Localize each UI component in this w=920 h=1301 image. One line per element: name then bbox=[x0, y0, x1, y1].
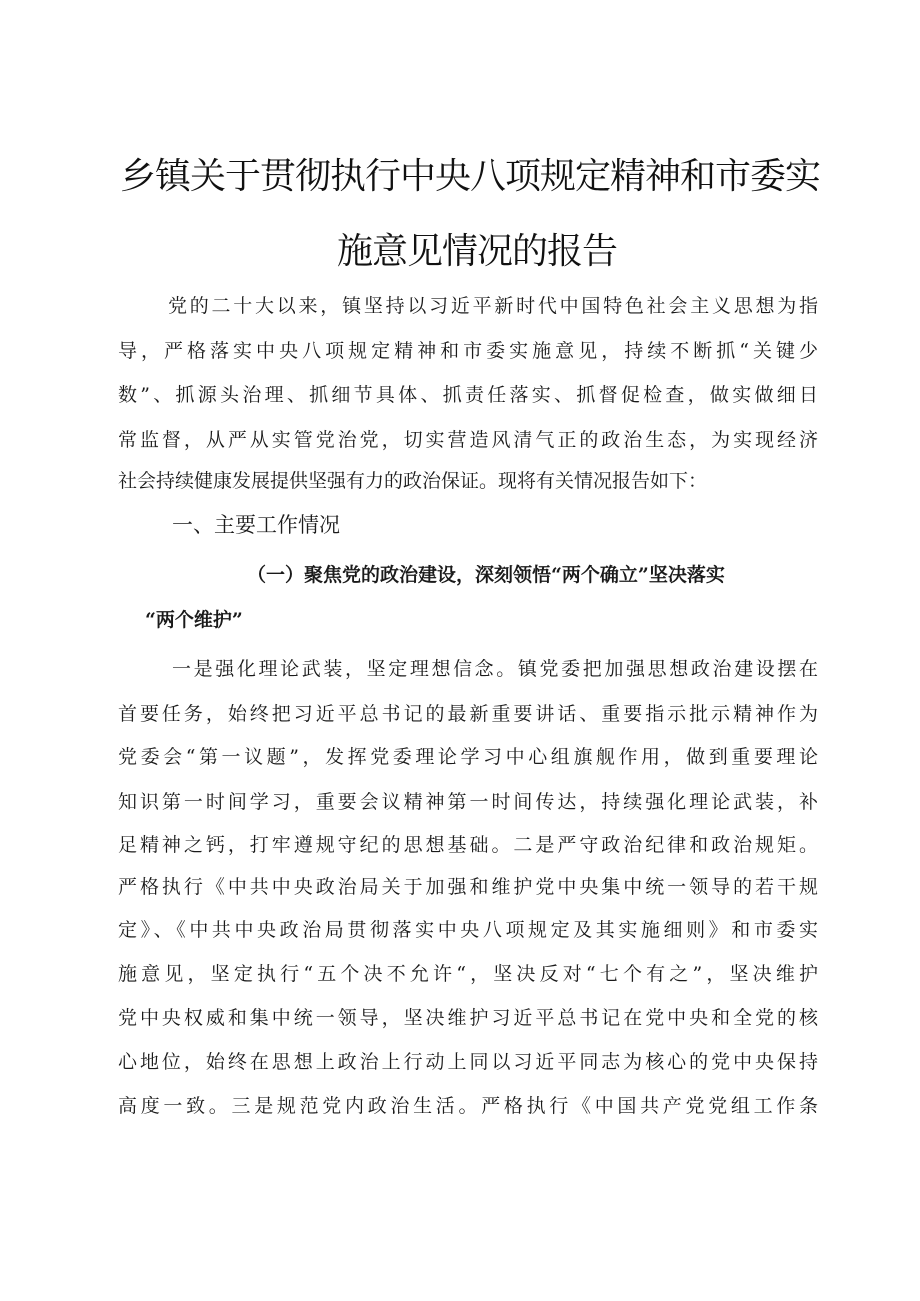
intro-line-4: 常监督，从严从实管党治党，切实营造风清气正的政治生态，为实现经济 bbox=[118, 429, 818, 451]
subsection-heading-line-2: “两个维护” bbox=[145, 609, 243, 631]
intro-line-3: 数”、抓源头治理、抓细节具体、抓责任落实、抓督促检查，做实做细日 bbox=[118, 384, 818, 406]
section-heading: 一、主要工作情况 bbox=[172, 513, 340, 537]
body-line-2: 首要任务，始终把习近平总书记的最新重要讲话、重要指示批示精神作为 bbox=[118, 703, 818, 725]
body-line-7: 定》、《中共中央政治局贯彻落实中央八项规定及其实施细则》和市委实 bbox=[118, 919, 818, 941]
body-line-3: 党委会“第一议题”，发挥党委理论学习中心组旗舰作用，做到重要理论 bbox=[118, 746, 818, 768]
body-line-8: 施意见，坚定执行“五个决不允许“，坚决反对“七个有之”，坚决维护 bbox=[118, 963, 818, 985]
body-line-6: 严格执行《中共中央政治局关于加强和维护党中央集中统一领导的若干规 bbox=[118, 876, 818, 898]
document-title-line-1: 乡镇关于贯彻执行中央八项规定精神和市委实 bbox=[120, 156, 821, 197]
intro-line-5: 社会持续健康发展提供坚强有力的政治保证。现将有关情况报告如下： bbox=[118, 470, 708, 492]
intro-line-1: 党的二十大以来，镇坚持以习近平新时代中国特色社会主义思想为指 bbox=[168, 295, 818, 317]
body-line-9: 党中央权威和集中统一领导，坚决维护习近平总书记在党中央和全党的核 bbox=[118, 1007, 818, 1029]
body-line-5: 足精神之钙，打牢遵规守纪的思想基础。二是严守政治纪律和政治规矩。 bbox=[118, 834, 818, 856]
body-line-4: 知识第一时间学习，重要会议精神第一时间传达，持续强化理论武装，补 bbox=[118, 791, 818, 813]
body-line-10: 心地位，始终在思想上政治上行动上同以习近平同志为核心的党中央保持 bbox=[118, 1051, 818, 1073]
body-line-1: 一是强化理论武装，坚定理想信念。镇党委把加强思想政治建设摆在 bbox=[172, 658, 818, 680]
body-line-11: 高度一致。三是规范党内政治生活。严格执行《中国共产党党组工作条 bbox=[118, 1095, 818, 1117]
document-title-line-2: 施意见情况的报告 bbox=[337, 231, 618, 272]
subsection-heading-line-1: （一）聚焦党的政治建设，深刻领悟“两个确立”坚决落实 bbox=[247, 564, 725, 586]
intro-line-2: 导，严格落实中央八项规定精神和市委实施意见，持续不断抓“关键少 bbox=[118, 340, 818, 362]
